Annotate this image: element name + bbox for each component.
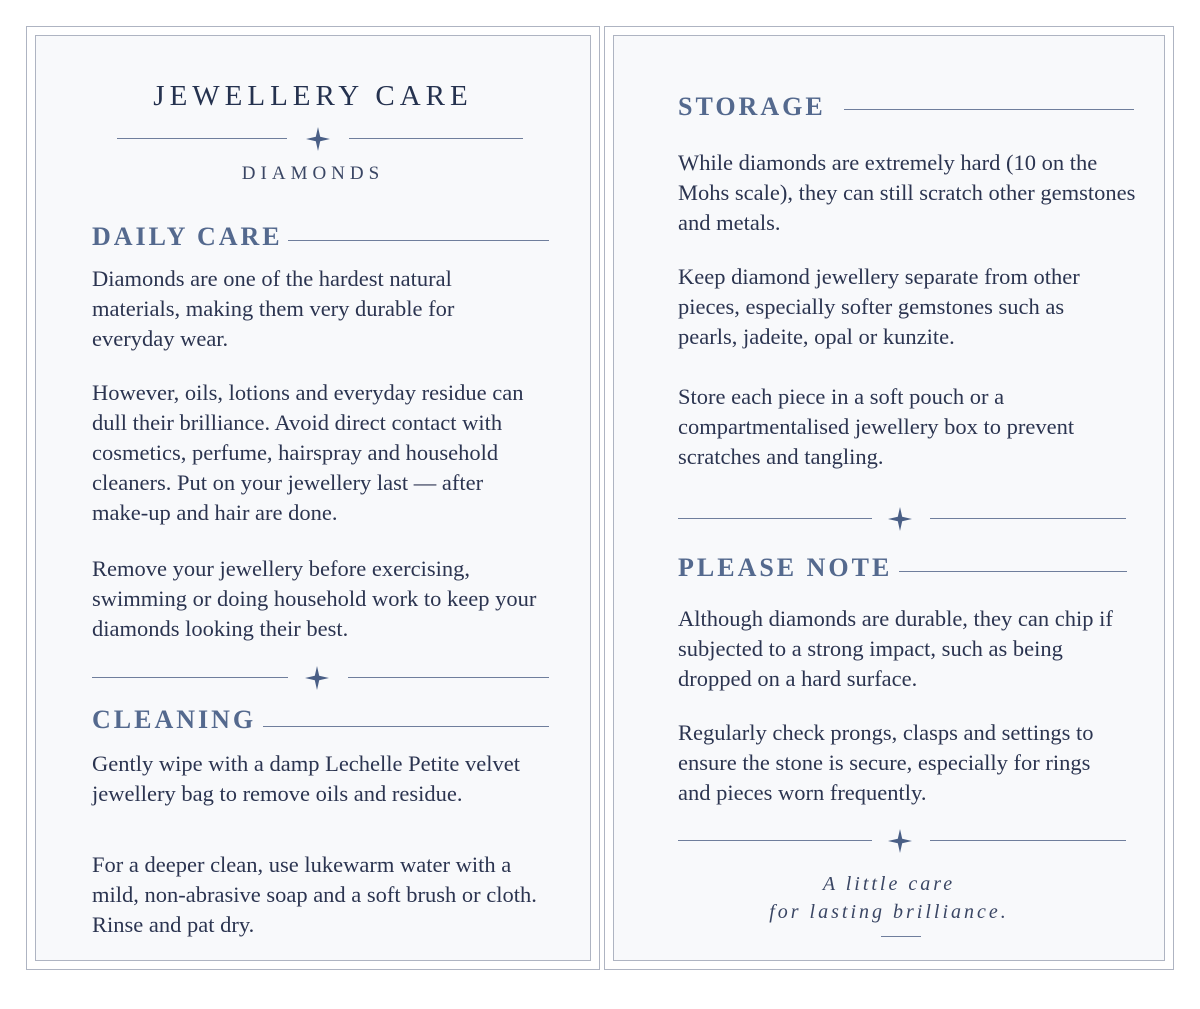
storage-paragraph-3: Store each piece in a soft pouch or a compartmentalised jewellery box to prevent scratches and tangling. xyxy=(678,384,1075,469)
storage-paragraph-1: While diamonds are extremely hard (10 on the Mohs scale), they can still scratch other gemstones and metals. xyxy=(678,150,1136,235)
daily-care-heading-rule xyxy=(288,240,549,241)
left-card xyxy=(26,26,600,970)
closing-tagline xyxy=(614,870,1164,926)
please-note-heading-rule xyxy=(899,571,1127,572)
right-card xyxy=(604,26,1174,970)
storage-heading-rule xyxy=(844,109,1134,110)
closing-underline xyxy=(881,936,921,937)
cleaning-heading: CLEANING xyxy=(92,705,257,734)
cleaning-paragraph-2: For a deeper clean, use lukewarm water with a mild, non-abrasive soap and a soft brush or cloth. Rinse and pat dry. xyxy=(92,852,537,937)
cleaning-heading-rule xyxy=(263,726,549,727)
daily-care-paragraph-1: Diamonds are one of the hardest natural materials, making them very durable for everyday wear. xyxy=(92,266,455,351)
cleaning-paragraph-1: Gently wipe with a damp Lechelle Petite velvet jewellery bag to remove oils and residue. xyxy=(92,751,520,806)
daily-care-paragraph-3: Remove your jewellery before exercising, swimming or doing household work to keep your diamonds looking their best. xyxy=(92,556,537,641)
please-note-paragraph-2: Regularly check prongs, clasps and settings to ensure the stone is secure, especially for rings and pieces worn frequently. xyxy=(678,720,1094,805)
storage-paragraph-2: Keep diamond jewellery separate from other pieces, especially softer gemstones such as pearls, jadeite, opal or kunzite. xyxy=(678,264,1080,349)
page-subtitle: DIAMONDS xyxy=(241,163,385,184)
closing-line-2: for lasting brilliance. xyxy=(769,901,1009,923)
four-point-star-icon xyxy=(888,507,912,531)
please-note-heading: PLEASE NOTE xyxy=(678,553,893,582)
storage-heading: STORAGE xyxy=(678,92,826,121)
please-note-paragraph-1: Although diamonds are durable, they can chip if subjected to a strong impact, such as being dropped on a hard surface. xyxy=(678,606,1113,691)
closing-line-1: A little care xyxy=(822,873,956,895)
page-title: JEWELLERY CARE xyxy=(153,80,473,112)
daily-care-paragraph-2: However, oils, lotions and everyday residue can dull their brilliance. Avoid direct contact with cosmetics, perfume, hairspray and household cleaners. Put on your jewellery last — after make-up and hair are done. xyxy=(92,380,524,525)
left-card-inner-border xyxy=(35,35,591,961)
right-card-inner-border xyxy=(613,35,1165,961)
four-point-star-icon xyxy=(306,127,330,151)
four-point-star-icon xyxy=(888,829,912,853)
daily-care-heading: DAILY CARE xyxy=(92,222,283,251)
four-point-star-icon xyxy=(305,666,329,690)
